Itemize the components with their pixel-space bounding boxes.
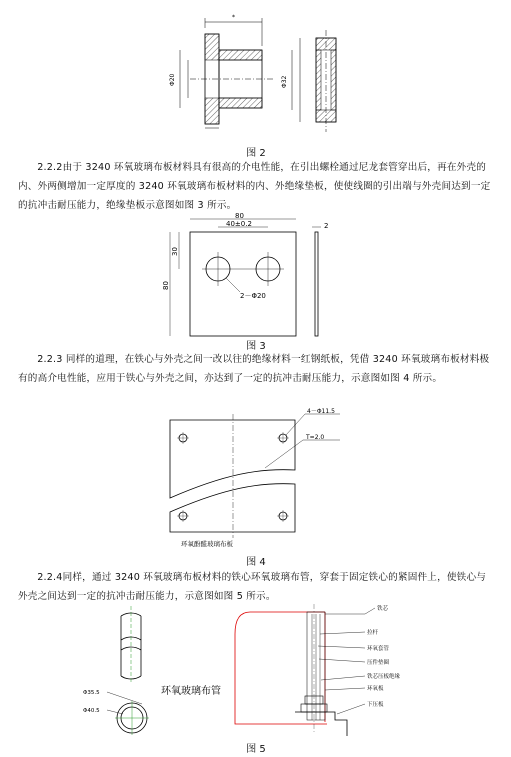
fig2-dim-d20: Φ20 (169, 73, 176, 86)
fig5-label-d-inner: Φ40.5 (83, 708, 100, 714)
fig4-label-thickness: T=2.0 (306, 434, 325, 441)
fig2-dim-d32: Φ32 (281, 75, 288, 88)
figure-2-caption: 图 2 (246, 148, 266, 159)
figure-5-caption: 图 5 (246, 744, 266, 755)
fig3-dim-holes: 2－Φ20 (240, 292, 266, 300)
fig3-dim-thickness: 2 (324, 222, 329, 230)
fig5-label-epoxy-tube: 环氧套管 (367, 646, 390, 652)
fig5-label-core-clamp: 铁芯压板绝缘 (367, 674, 401, 680)
paragraph-2-2-3: 2.2.3 同样的道理，在铁心与外壳之间一改以往的绝缘材料一红钢纸板，凭借 3240 环氧玻璃布板材料极有的高介电性能，应用于铁心与外壳之间，亦达到了一定的抗冲击耐压能力，示意图如图 4 所示。 (18, 354, 490, 384)
figure-2-drawing (150, 8, 350, 138)
paragraph-2-2-2: 2.2.2由于 3240 环氧玻璃布板材料具有很高的介电性能，在引出螺栓通过尼龙套管穿出后，再在外壳的内、外两侧增加一定厚度的 3240 环氧玻璃布板材料的内、外绝缘垫板，使使线圈的引出端与外壳间达到一定的抗冲击耐压能力，绝缘垫板示意图如图 3 所示。 (18, 162, 491, 211)
figure-3-drawing (160, 212, 360, 340)
fig5-label-d-outer: Φ35.5 (83, 690, 100, 696)
fig3-dim-height: 80 (162, 281, 170, 290)
fig5-label-lower-plate: 下压板 (367, 702, 384, 708)
fig4-label-material: 环氧酚醛玻璃布板 (181, 540, 233, 548)
fig5-label-ring-plate: 环氧板 (367, 686, 384, 692)
fig5-label-washer: 压件垫圈 (367, 660, 390, 666)
fig2-dim-top: * (232, 14, 235, 21)
fig3-dim-pitch: 40±0.2 (226, 220, 252, 228)
fig4-label-holes: 4－Φ11.5 (307, 408, 335, 415)
fig5-label-core: 铁芯 (377, 606, 389, 612)
figure-3-caption: 图 3 (246, 341, 266, 352)
fig3-dim-width: 80 (235, 212, 244, 220)
figure-5-drawing (75, 604, 495, 738)
fig5-label-tube: 环氧玻璃布管 (161, 686, 221, 697)
figure-4-drawing (165, 408, 345, 550)
paragraph-2-2-4: 2.2.4同样，通过 3240 环氧玻璃布板材料的铁心环氧玻璃布管，穿套于固定铁心的紧固件上，使铁心与外壳之间达到一定的抗冲击耐压能力，示意图如图 5 所示。 (18, 572, 487, 602)
fig3-dim-offset: 30 (171, 247, 179, 256)
fig5-label-bolt: 拉杆 (367, 630, 379, 636)
figure-4-caption: 图 4 (246, 557, 266, 568)
